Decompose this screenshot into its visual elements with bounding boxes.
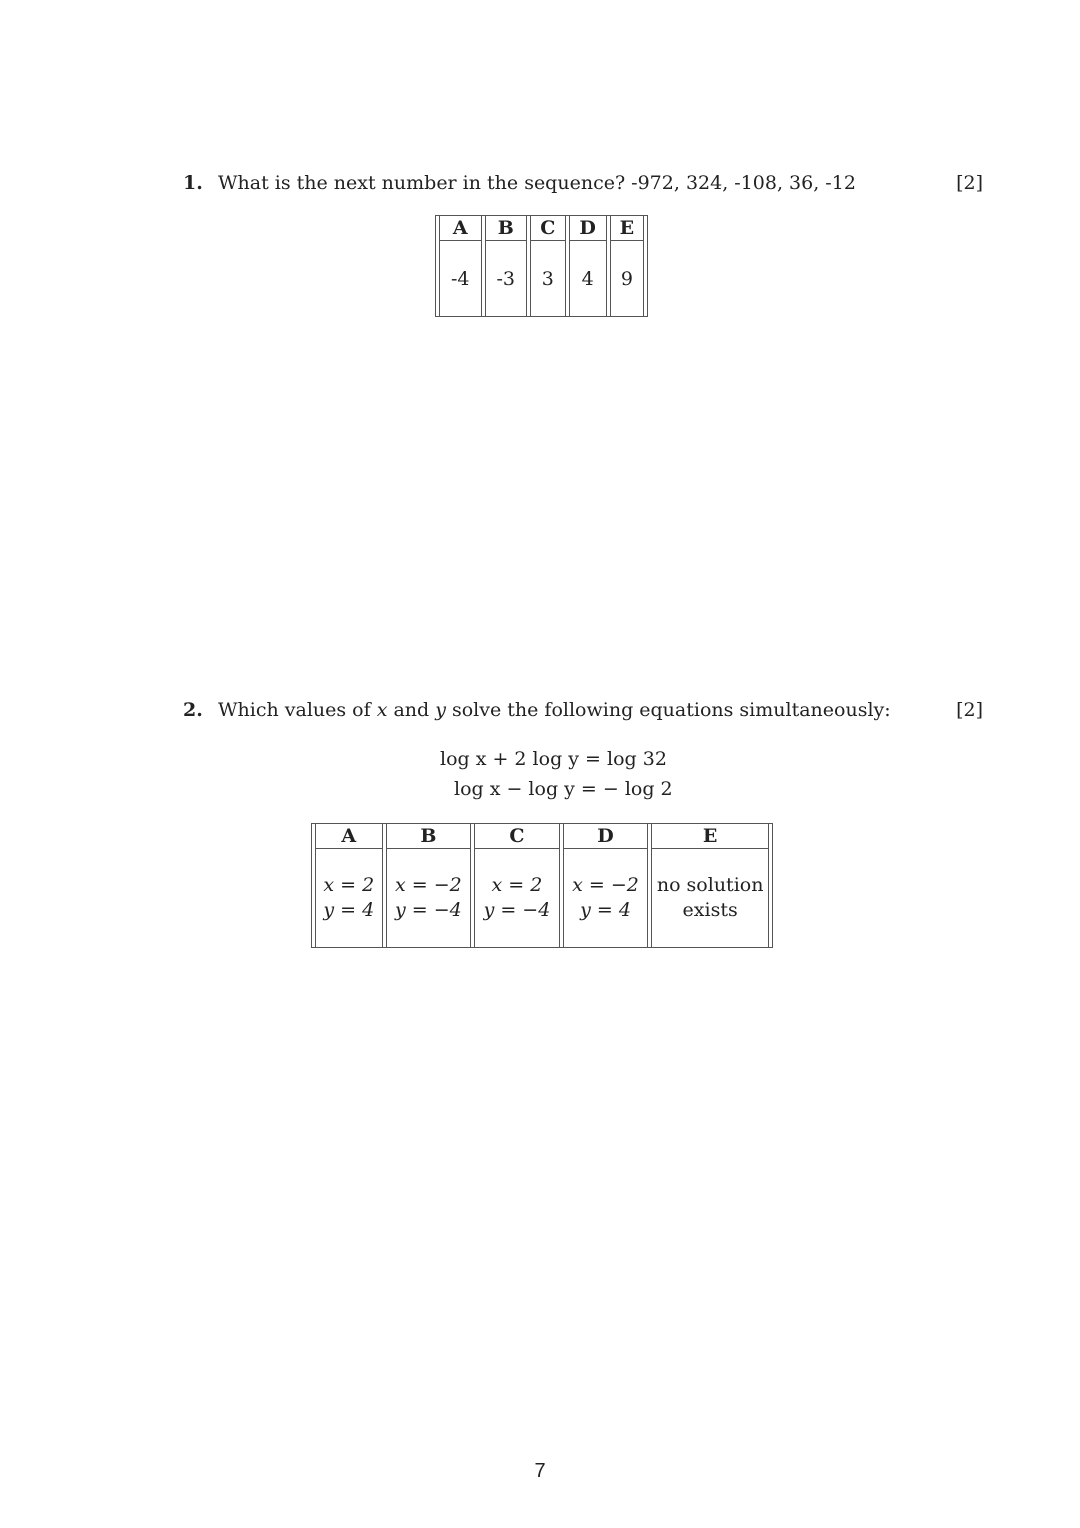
option-label: C	[530, 216, 565, 241]
option-label: D	[569, 216, 607, 241]
option-value: -3	[485, 241, 528, 316]
equations	[440, 744, 673, 804]
answer-options-table	[311, 823, 773, 948]
equation-2: log x − log y = − log 2	[454, 778, 673, 800]
option-label: E	[651, 824, 769, 849]
option-value	[651, 849, 769, 947]
variable-x: x	[376, 699, 388, 721]
option-line: exists	[682, 899, 738, 921]
question-text-part: and	[387, 699, 436, 721]
marks: [2]	[956, 699, 983, 721]
option-line: y = 4	[323, 899, 375, 921]
option-label: B	[485, 216, 528, 241]
option-line: y = −4	[483, 899, 551, 921]
option-value: 9	[610, 241, 644, 316]
question-text-part: Which values of	[218, 699, 377, 721]
option-line: x = 2	[323, 874, 375, 896]
option-value: 4	[569, 241, 607, 316]
option-value	[563, 849, 649, 947]
option-line: x = −2	[572, 874, 639, 896]
option-label: E	[610, 216, 644, 241]
option-label: C	[474, 824, 560, 849]
option-label: A	[439, 216, 482, 241]
question-text: What is the next number in the sequence? -972, 324, -108, 36, -12	[218, 172, 856, 194]
option-line: y = −4	[395, 899, 462, 921]
option-label: A	[315, 824, 383, 849]
marks: [2]	[956, 172, 983, 194]
option-line: x = 2	[491, 874, 543, 896]
option-line: no solution	[656, 874, 764, 896]
question-number: 1.	[183, 172, 203, 194]
option-value: -4	[439, 241, 482, 316]
answer-options-table	[435, 215, 648, 317]
option-value: 3	[530, 241, 565, 316]
option-label: B	[386, 824, 472, 849]
variable-y: y	[435, 699, 446, 721]
option-line: y = 4	[580, 899, 631, 921]
question-2	[183, 698, 983, 722]
option-line: x = −2	[395, 874, 462, 896]
equation-1: log x + 2 log y = log 32	[440, 748, 667, 770]
question-number: 2.	[183, 699, 203, 721]
page-number: 7	[534, 1460, 546, 1482]
option-label: D	[563, 824, 649, 849]
option-value	[386, 849, 472, 947]
option-value	[315, 849, 383, 947]
option-value	[474, 849, 560, 947]
question-text-part: solve the following equations simultaneously:	[445, 699, 891, 721]
question-1	[183, 171, 983, 195]
